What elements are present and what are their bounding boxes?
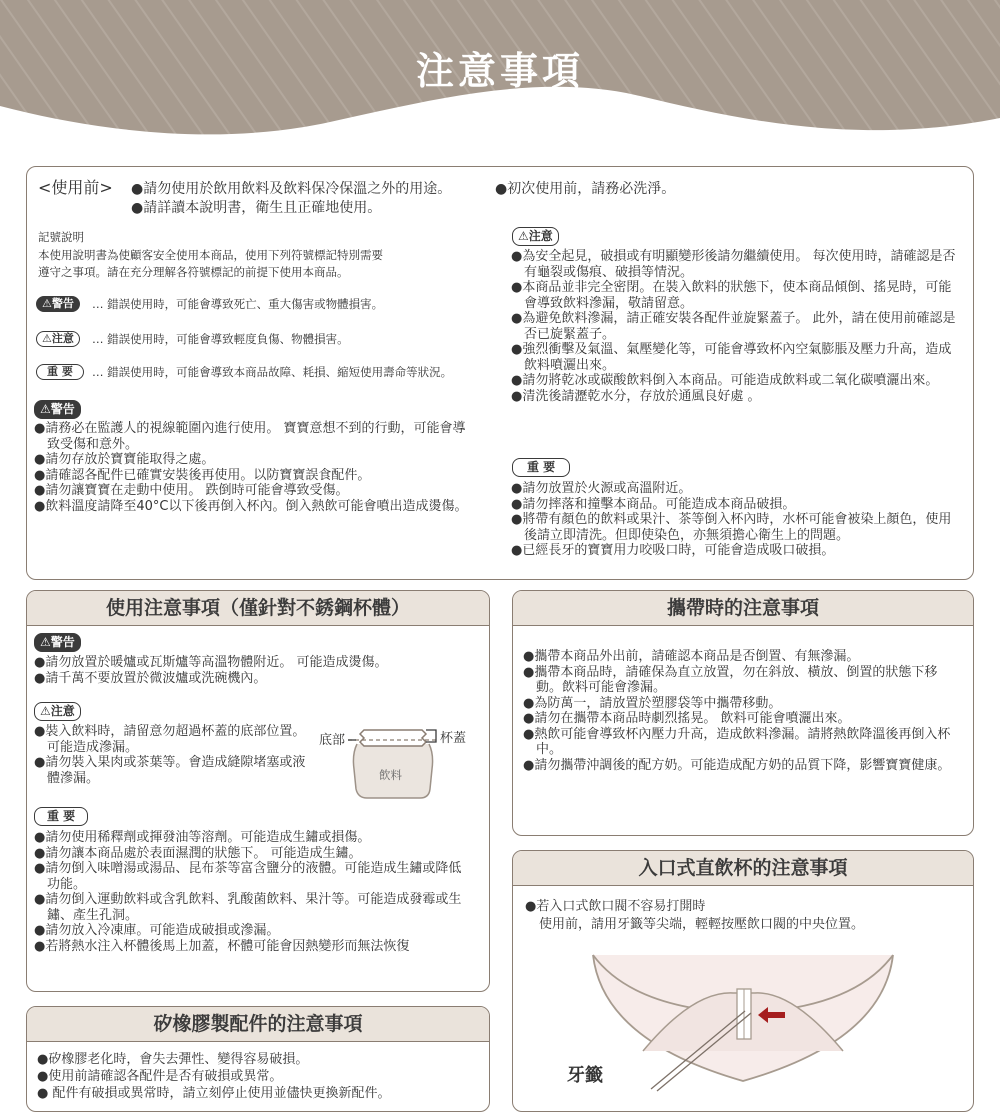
important-symbol-text: … 錯誤使用時，可能會導致本商品故障、耗損、縮短使用壽命等狀況。 <box>92 365 453 379</box>
list-item: ● 將帶有顏色的飲料或果汁、茶等倒入杯內時，水杯可能會被染上顏色，使用後請立即清洗。但即使染色，亦無須擔心衛生上的問題。 <box>511 512 963 543</box>
diagram-drink-label: 飲料 <box>379 768 402 782</box>
list-item: ● 請務必在監護人的視線範圍內進行使用。 寶寶意想不到的行動，可能會導致受傷和意外。 <box>34 421 478 452</box>
list-item: ● 已經長牙的寶寶用力咬吸口時，可能會造成吸口破損。 <box>511 543 963 559</box>
list-item: ● 強烈衝擊及氣溫、氣壓變化等，可能會導致杯內空氣膨脹及壓力升高，造成飲料噴灑出來。 <box>511 342 956 373</box>
list-item: ● 請勿存放於寶寶能取得之處。 <box>34 452 478 468</box>
list-item: ● 請勿放置於暖爐或瓦斯爐等高溫物體附近。 可能造成燙傷。 <box>34 655 474 671</box>
warning-symbol-text: … 錯誤使用時，可能會導致死亡、重大傷害或物體損害。 <box>92 297 384 311</box>
stainless-box-title: 使用注意事項（僅針對不銹鋼杯體） <box>27 591 489 626</box>
list-item: ● 本商品並非完全密閉。在裝入飲料的狀態下，使本商品傾倒、搖晃時，可能會導致飲料滲漏，敬請留意。 <box>511 280 956 311</box>
warning-badge: ⚠警告 <box>34 400 81 419</box>
list-item: ● 飲料溫度請降至40°C以下後再倒入杯內。倒入熱飲可能會噴出造成燙傷。 <box>34 499 478 515</box>
list-item: ● 請勿使用稀釋劑或揮發油等溶劑。可能造成生鏽或損傷。 <box>34 830 474 846</box>
valve-instruction: ●若入口式飲口閥不容易打開時 <box>525 899 706 914</box>
list-item: ● 配件有破損或異常時，請立刻停止使用並儘快更換新配件。 <box>37 1085 477 1102</box>
warning-badge: ⚠警告 <box>34 633 81 652</box>
list-item: ● 請千萬不要放置於微波爐或洗碗機內。 <box>34 671 474 687</box>
warning-list <box>34 421 478 514</box>
valve-box <box>512 850 974 1112</box>
list-item: ● 請勿裝入果肉或茶葉等。會造成縫隙堵塞或液體滲漏。 <box>34 755 306 786</box>
caution-symbol-text: … 錯誤使用時，可能會導致輕度負傷、物體損害。 <box>92 332 349 346</box>
diagram-bottom-label: 底部 <box>319 733 346 748</box>
page-title: 注意事項 <box>415 49 584 93</box>
silicone-parts-box <box>26 1006 490 1112</box>
warning-symbol-badge: ⚠警告 <box>36 296 80 312</box>
before-use-tag: <使用前> <box>38 178 113 197</box>
important-list <box>511 481 963 559</box>
valve-box-title: 入口式直飲杯的注意事項 <box>513 851 973 886</box>
caution-symbol-badge: ⚠注意 <box>36 331 80 347</box>
list-item: ● 熱飲可能會導致杯內壓力升高，造成飲料滲漏。請將熱飲降溫後再倒入杯中。 <box>523 727 963 758</box>
carrying-box <box>512 590 974 836</box>
list-item: ● 攜帶本商品外出前，請確認本商品是否倒置、有無滲漏。 <box>523 649 963 665</box>
list-item: ● 請勿放入冷凍庫。可能造成破損或滲漏。 <box>34 923 474 939</box>
caution-list <box>34 724 306 786</box>
list-item: ● 請勿倒入味噌湯或湯品、昆布茶等富含鹽分的液體。可能造成生鏽或降低功能。 <box>34 861 474 892</box>
caution-list <box>511 249 956 404</box>
important-symbol-badge: 重 要 <box>36 364 84 380</box>
list-item: ● 請勿攜帶沖調後的配方奶。可能造成配方奶的品質下降，影響寶寶健康。 <box>523 758 963 774</box>
list-item: ● 請確認各配件已確實安裝後再使用。以防寶寶誤食配件。 <box>34 468 478 484</box>
carrying-list <box>523 649 963 773</box>
list-item: ● 清洗後請瀝乾水分，存放於通風良好處 。 <box>511 389 956 405</box>
carrying-box-title: 攜帶時的注意事項 <box>513 591 973 626</box>
before-use-bullet: ●請勿使用於飲用飲料及飲料保冷保溫之外的用途。 <box>131 181 452 197</box>
symbols-intro-line: 本使用說明書為使顧客安全使用本商品，使用下列符號標記特別需要 <box>38 248 383 262</box>
list-item: ● 為避免飲料滲漏，請正確安裝各配件並旋緊蓋子。 此外，請在使用前確認是否已旋緊蓋子。 <box>511 311 956 342</box>
toothpick-label: 牙籤 <box>567 1065 603 1086</box>
list-item: ● 攜帶本商品時，請確保為直立放置，勿在斜放、橫放、倒置的狀態下移動。飲料可能會滲漏。 <box>523 665 963 696</box>
list-item: ● 為安全起見，破損或有明顯變形後請勿繼續使用。 每次使用時，請確認是否有龜裂或傷痕、破損等情況。 <box>511 249 956 280</box>
stainless-body-box <box>26 590 490 992</box>
list-item: ● 請勿倒入運動飲料或含乳飲料、乳酸菌飲料、果汁等。可能造成發霉或生鏽、產生孔洞。 <box>34 892 474 923</box>
before-use-bullet: ●請詳讀本說明書，衛生且正確地使用。 <box>131 200 382 216</box>
warning-list <box>34 655 474 686</box>
valve-instruction: 使用前，請用牙籤等尖端，輕輕按壓飲口閥的中央位置。 <box>539 917 865 932</box>
list-item: ● 裝入飲料時，請留意勿超過杯蓋的底部位置。可能造成滲漏。 <box>34 724 306 755</box>
list-item: ● 請勿將乾冰或碳酸飲料倒入本商品。可能造成飲料或二氧化碳噴灑出來。 <box>511 373 956 389</box>
important-badge: 重 要 <box>34 807 88 826</box>
list-item: ● 請勿讓寶寶在走動中使用。 跌倒時可能會導致受傷。 <box>34 483 478 499</box>
important-list <box>34 830 474 954</box>
list-item: ● 請勿摔落和撞擊本商品。可能造成本商品破損。 <box>511 497 963 513</box>
symbols-heading: 記號說明 <box>38 230 84 244</box>
valve-diagram <box>573 951 913 1112</box>
list-item: ● 為防萬一，請放置於塑膠袋等中攜帶移動。 <box>523 696 963 712</box>
general-precautions-box <box>26 166 974 580</box>
list-item: ● 請勿放置於火源或高溫附近。 <box>511 481 963 497</box>
important-badge: 重 要 <box>512 458 570 477</box>
caution-badge: ⚠注意 <box>512 227 559 246</box>
list-item: ● 若將熱水注入杯體後馬上加蓋，杯體可能會因熱變形而無法恢復 <box>34 939 474 955</box>
list-item: ● 請勿在攜帶本商品時劇烈搖晃。 飲料可能會噴灑出來。 <box>523 711 963 727</box>
silicone-list <box>37 1051 477 1102</box>
first-use-note: ●初次使用前，請務必洗淨。 <box>495 181 676 197</box>
caution-badge: ⚠注意 <box>34 702 81 721</box>
list-item: ● 使用前請確認各配件是否有破損或異常。 <box>37 1068 477 1085</box>
silicone-box-title: 矽橡膠製配件的注意事項 <box>27 1007 489 1042</box>
symbols-intro-line: 遵守之事項。請在充分理解各符號標記的前提下使用本商品。 <box>38 265 349 279</box>
list-item: ● 矽橡膠老化時，會失去彈性、變得容易破損。 <box>37 1051 477 1068</box>
list-item: ● 請勿讓本商品處於表面濕潤的狀態下。 可能造成生鏽。 <box>34 846 474 862</box>
diagram-lid-label: 杯蓋 <box>440 731 467 746</box>
